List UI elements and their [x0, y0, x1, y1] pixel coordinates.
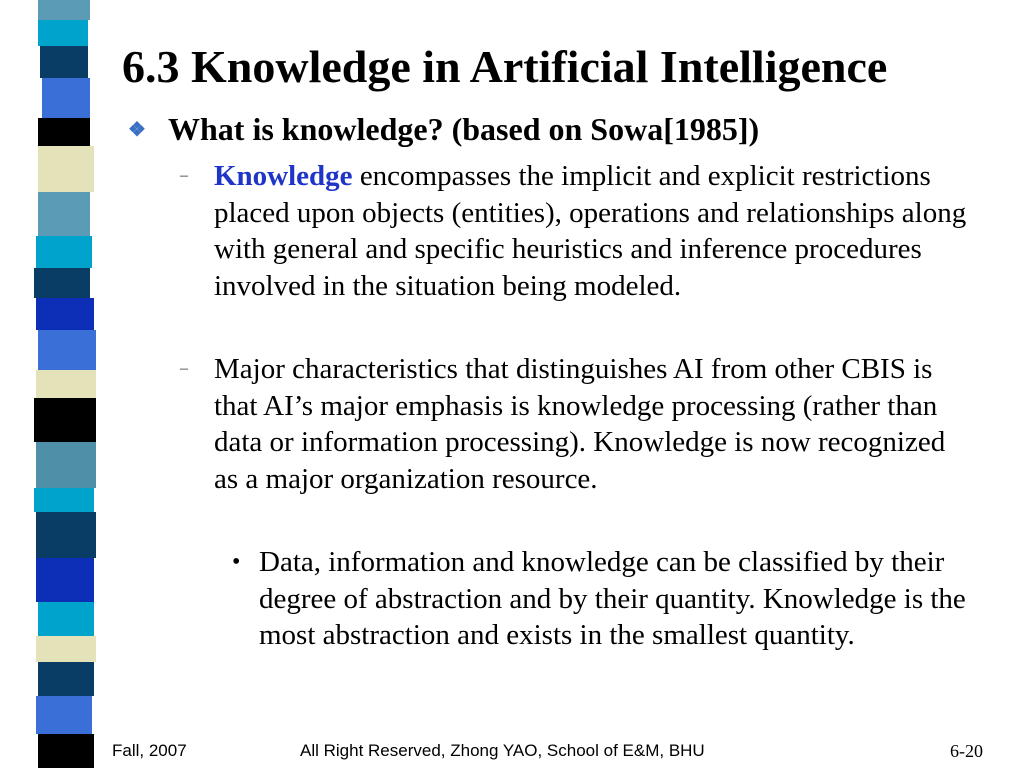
stripe-block: [34, 398, 96, 442]
footer-page-number: 6-20: [950, 741, 983, 761]
stripe-block: [38, 662, 94, 696]
sub-bullet-text: Major characteristics that distinguishes AI from other CBIS is that AI’s major emphasis is knowledge processing (rather than data or information processing). Knowledge is now recognized as a major organization resource.: [214, 353, 946, 495]
stripe-block: [34, 268, 90, 298]
stripe-block: [38, 330, 96, 370]
stripe-block: [38, 734, 94, 768]
stripe-block: [34, 488, 94, 512]
keyword-knowledge: Knowledge: [214, 160, 353, 192]
stripe-block: [38, 192, 90, 236]
stripe-block: [36, 442, 96, 488]
stripe-graphic: [0, 0, 100, 768]
stripe-block: [36, 558, 94, 602]
stripe-block: [42, 78, 90, 118]
stripe-block: [36, 236, 92, 268]
footer-copyright: All Right Reserved, Zhong YAO, School of E&M, BHU: [300, 741, 705, 760]
sub-sub-bullet-text: Data, information and knowledge can be classified by their degree of abstraction and by their quantity. Knowledge is the most abstraction and exists in the smallest quantity.: [259, 546, 966, 651]
stripe-block: [36, 636, 96, 662]
definition-text: encompasses the implicit and explicit restrictions placed upon objects (entities), operations and relationships along with general and specific heuristics and inference procedures involved in the situation being modeled.: [214, 160, 967, 302]
stripe-block: [36, 512, 96, 558]
sub-bullet-characteristics: [180, 351, 970, 497]
decorative-stripe-bar: [0, 0, 100, 768]
dot-bullet-icon: •: [232, 549, 241, 575]
sub-bullet-text: [214, 158, 970, 304]
diamond-bullet-icon: ❖: [128, 119, 146, 141]
sub-bullet-definition: [180, 158, 970, 304]
stripe-block: [40, 46, 88, 78]
footer-date: Fall, 2007: [112, 741, 187, 760]
stripe-block: [38, 20, 88, 46]
slide-title: 6.3 Knowledge in Artificial Intelligence: [122, 41, 888, 92]
stripe-block: [36, 298, 94, 330]
stripe-block: [38, 118, 90, 146]
dash-bullet-icon: –: [180, 360, 188, 377]
dash-bullet-icon: –: [180, 167, 188, 184]
main-bullet-text: What is knowledge? (based on Sowa[1985]): [168, 111, 760, 147]
sub-sub-bullet: [232, 544, 972, 654]
stripe-block: [38, 0, 90, 20]
stripe-block: [38, 602, 94, 636]
main-bullet-point: [128, 108, 1008, 151]
stripe-block: [36, 370, 96, 398]
stripe-block: [36, 696, 92, 734]
stripe-block: [38, 146, 94, 192]
